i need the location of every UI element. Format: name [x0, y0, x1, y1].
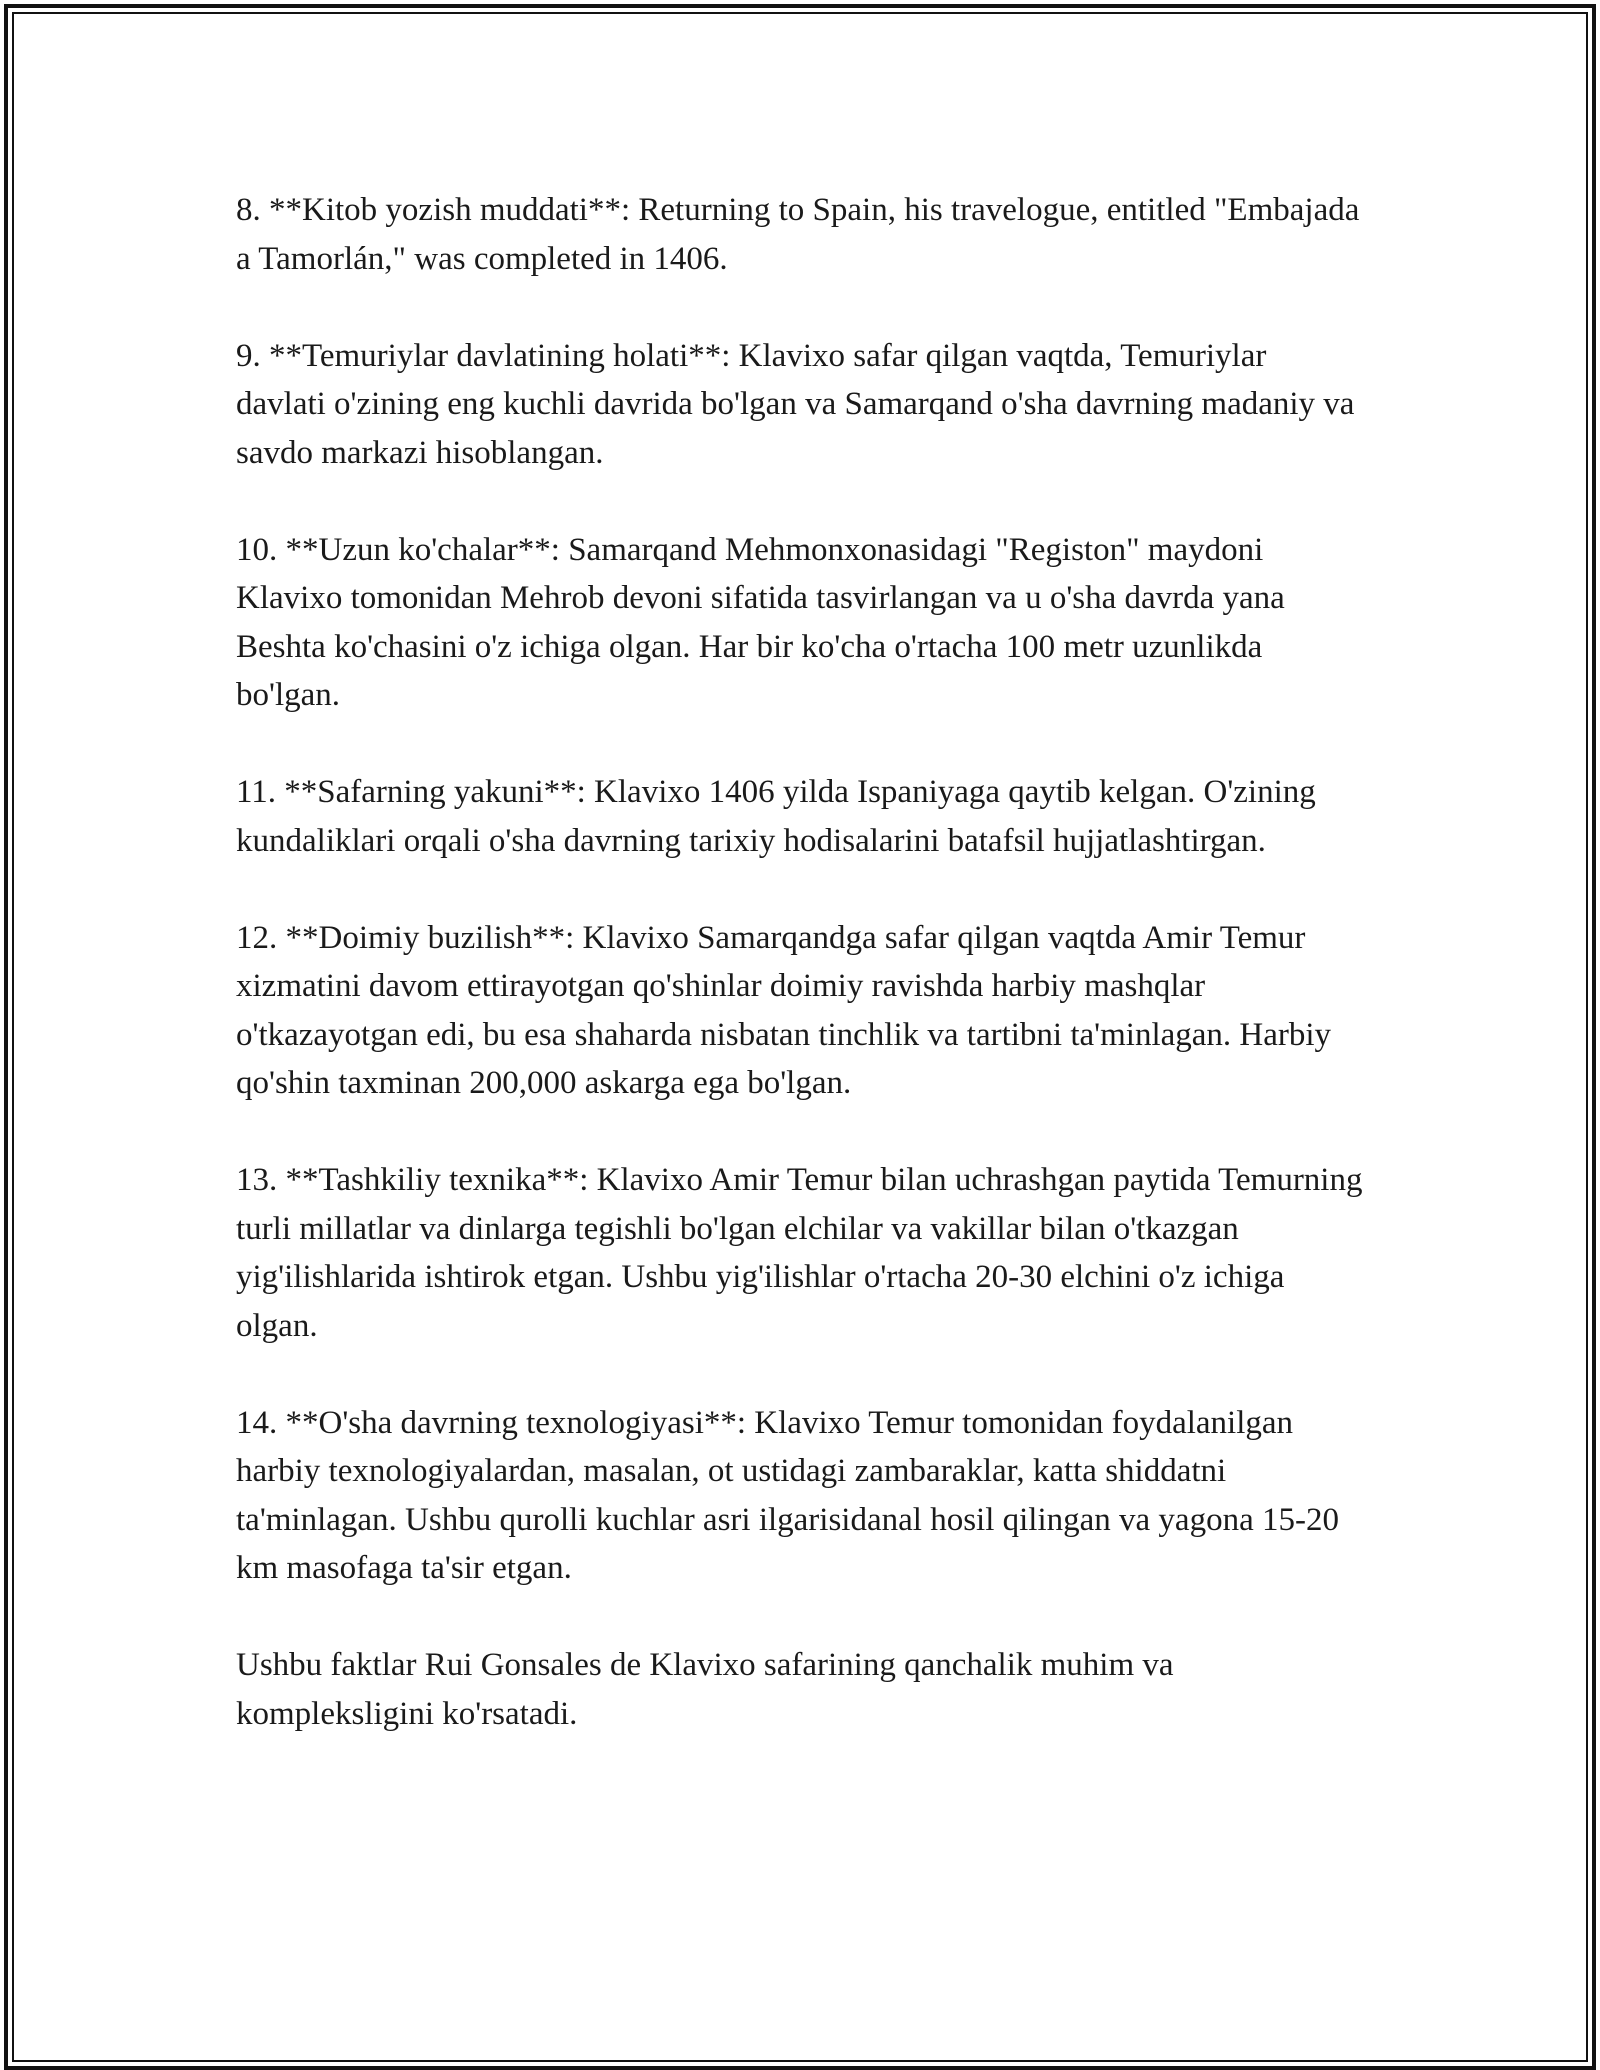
paragraph-conclusion: Ushbu faktlar Rui Gonsales de Klavixo safarining qanchalik muhim va kompleksligini ko'rsatadi.: [236, 1647, 1174, 1732]
paragraph-fact-8: 8. **Kitob yozish muddati**: Returning to Spain, his travelogue, entitled "Embajada a Tamorlán," was completed in 1406.: [236, 192, 1360, 277]
paragraph-fact-9: 9. **Temuriylar davlatining holati**: Klavixo safar qilgan vaqtda, Temuriylar davlati o'zining eng kuchli davrida bo'lgan va Samarqand o'sha davrning madaniy va savdo markazi hisoblangan.: [236, 337, 1355, 471]
paragraph-fact-12: 12. **Doimiy buzilish**: Klavixo Samarqandga safar qilgan vaqtda Amir Temur xizmatini davom ettirayotgan qo'shinlar doimiy ravishda harbiy mashqlar o'tkazayotgan edi, bu esa shaharda nisbatan tinchlik va tartibni ta'minlagan. Harbiy qo'shin taxminan 200,000 askarga ega bo'lgan.: [236, 919, 1332, 1101]
document-body: [236, 186, 1364, 1787]
paragraph-fact-11: 11. **Safarning yakuni**: Klavixo 1406 yilda Ispaniyaga qaytib kelgan. O'zining kundaliklari orqali o'sha davrning tarixiy hodisalarini batafsil hujjatlashtirgan.: [236, 774, 1316, 859]
paragraph-fact-10: 10. **Uzun ko'chalar**: Samarqand Mehmonxonasidagi "Registon" maydoni Klavixo tomonidan Mehrob devoni sifatida tasvirlangan va u o'sha davrda yana Beshta ko'chasini o'z ichiga olgan. Har bir ko'cha o'rtacha 100 metr uzunlikda bo'lgan.: [236, 531, 1285, 713]
paragraph-fact-13: 13. **Tashkiliy texnika**: Klavixo Amir Temur bilan uchrashgan paytida Temurning turli millatlar va dinlarga tegishli bo'lgan elchilar va vakillar bilan o'tkazgan yig'ilishlarida ishtirok etgan. Ushbu yig'ilishlar o'rtacha 20-30 elchini o'z ichiga olgan.: [236, 1162, 1363, 1344]
paragraph-fact-14: 14. **O'sha davrning texnologiyasi**: Klavixo Temur tomonidan foydalanilgan harbiy texnologiyalardan, masalan, ot ustidagi zambaraklar, katta shiddatni ta'minlagan. Ushbu qurolli kuchlar asri ilgarisidanal hosil qilingan va yagona 15-20 km masofaga ta'sir etgan.: [236, 1404, 1339, 1586]
